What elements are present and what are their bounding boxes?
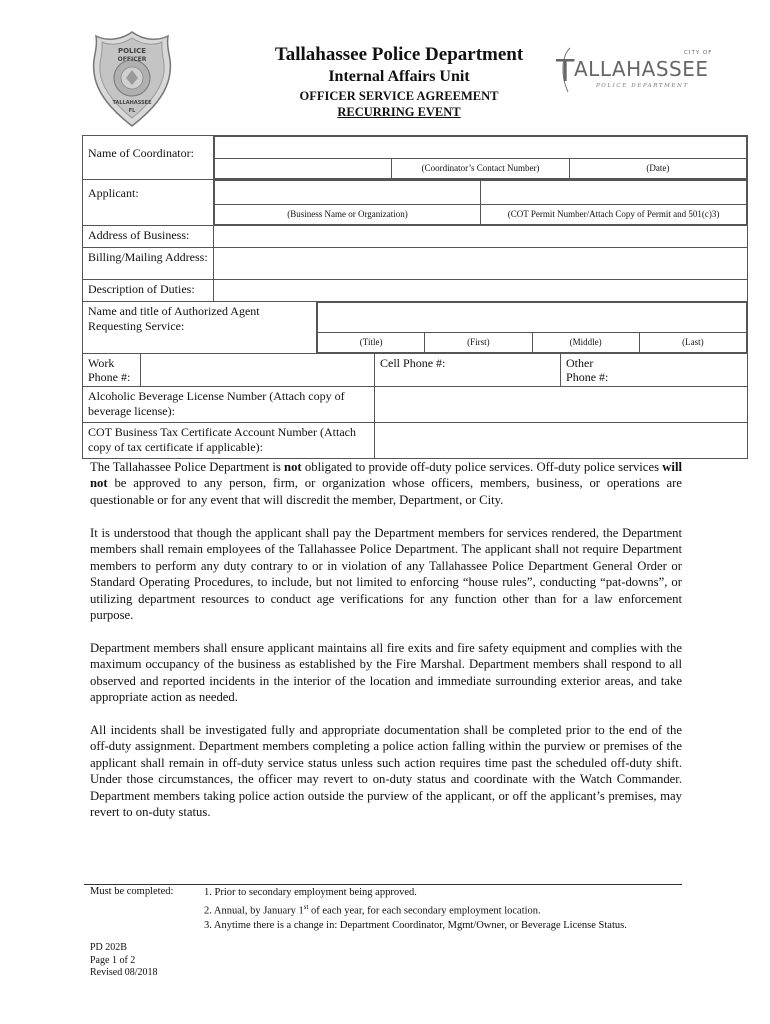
requirement-item-2: 2. Annual, by January 1st of each year, for each secondary employment location. — [204, 903, 541, 917]
unit-title: Internal Affairs Unit — [328, 68, 470, 85]
agent-label: Name and title of Authorized Agent Requesting Service: — [83, 302, 317, 354]
coordinator-contact-caption: (Coordinator’s Contact Number) — [392, 159, 569, 179]
paragraph-fire-safety: Department members shall ensure applicant maintains all fire exits and fire safety equipment and complies with the maximum occupancy of the business as established by the Fire Marshal. Department members shall respond to all observed and reported incidents in the interior of the location and immediate surrounding exterior areas, and take appropriate action as needed. — [90, 641, 682, 705]
city-tallahassee-logo — [552, 40, 714, 102]
cell-phone-input[interactable] — [466, 354, 561, 387]
title-caption: (Title) — [318, 333, 425, 353]
service-agreement-form — [82, 135, 748, 459]
page-number: Page 1 of 2 — [90, 954, 136, 966]
other-phone-label: Other Phone #: — [561, 354, 619, 387]
coordinator-input-area[interactable] — [214, 136, 748, 180]
tax-certificate-label: COT Business Tax Certificate Account Number (Attach copy of tax certificate if applicable): — [83, 423, 375, 459]
date-caption: (Date) — [569, 159, 746, 179]
department-title: Tallahassee Police Department — [274, 44, 524, 65]
coordinator-row — [83, 136, 748, 180]
form-subtitle: RECURRING EVENT — [337, 105, 461, 119]
city-logo-tagline: POLICE DEPARTMENT — [596, 83, 689, 89]
form-title: OFFICER SERVICE AGREEMENT — [299, 89, 499, 103]
paragraph-obligation: The Tallahassee Police Department is not obligated to provide off-duty police services. Off-duty police services will not be approved to any person, firm, or organization whose officers, members, business, or operations are questionable or for any event that will discredit the member, Department, or City. — [90, 460, 682, 507]
form-footer — [90, 942, 158, 980]
city-of-text: CITY OF — [684, 50, 713, 56]
form-number: PD 202B — [90, 942, 127, 953]
beverage-license-input[interactable] — [375, 387, 748, 423]
business-name-caption: (Business Name or Organization) — [215, 205, 481, 225]
applicant-row — [83, 180, 748, 226]
badge-text-state: FL — [128, 108, 136, 114]
revision-date: Revised 08/2018 — [90, 967, 158, 978]
cell-phone-label: Cell Phone #: — [375, 354, 466, 387]
city-logo-initial: T — [556, 54, 575, 89]
billing-input[interactable] — [214, 248, 748, 280]
requirement-item-3: 3. Anytime there is a change in: Department Coordinator, Mgmt/Owner, or Beverage License Status. — [204, 919, 627, 931]
paragraph-incidents: All incidents shall be investigated fully and appropriate documentation shall be completed prior to the end of the off-duty assignment. Department members completing a police action falling within the purview or premises of the applicant shall remain in off-duty service status unless such action requires time past the scheduled off-duty shift. Under those circumstances, the officer may revert to on-duty status and coordinate with the Watch Commander. Department members taking police action outside the purview of the applicant, or off the applicant’s premises, may revert to on-duty status. — [90, 723, 682, 820]
work-phone-label: Work Phone #: — [83, 354, 141, 387]
city-logo-name: ALLAHASSEE — [574, 57, 709, 81]
badge-text-city: TALLAHASSEE — [112, 100, 152, 106]
other-phone-input[interactable] — [619, 354, 748, 387]
phone-row — [83, 354, 748, 387]
badge-text-police: POLICE — [117, 47, 147, 55]
tax-certificate-input[interactable] — [375, 423, 748, 459]
applicant-label: Applicant: — [83, 180, 214, 226]
divider-line — [84, 884, 682, 885]
requirements-label: Must be completed: — [90, 886, 174, 897]
badge-text-officer: OFFICER — [117, 56, 147, 63]
beverage-license-label: Alcoholic Beverage License Number (Attach copy of beverage license): — [83, 387, 375, 423]
first-caption: (First) — [425, 333, 532, 353]
permit-caption: (COT Permit Number/Attach Copy of Permit and 501(c)3) — [481, 205, 747, 225]
last-caption: (Last) — [639, 333, 746, 353]
requirements-list — [204, 886, 627, 933]
billing-label: Billing/Mailing Address: — [83, 248, 214, 280]
duties-input[interactable] — [214, 280, 748, 302]
applicant-input-area[interactable] — [214, 180, 748, 226]
duties-label: Description of Duties: — [83, 280, 214, 302]
address-input[interactable] — [214, 226, 748, 248]
requirement-item-1: 1. Prior to secondary employment being approved. — [204, 887, 417, 898]
address-label: Address of Business: — [83, 226, 214, 248]
work-phone-input[interactable] — [141, 354, 375, 387]
paragraph-employment: It is understood that though the applicant shall pay the Department members for services rendered, the Department members shall remain employees of the Tallahassee Police Department. The applicant shall not require Department members to perform any duty contrary to or in violation of any Tallahassee Police Department General Order or Standard Operating Procedures, to include, but not limited to enforcing “house rules”, conducting “pat-downs”, or utilizing department resources to conduct age verifications for any function other than for a law enforcement purpose. — [90, 526, 682, 623]
agent-input-area[interactable] — [317, 302, 748, 354]
coordinator-label: Name of Coordinator: — [83, 136, 214, 180]
middle-caption: (Middle) — [532, 333, 639, 353]
